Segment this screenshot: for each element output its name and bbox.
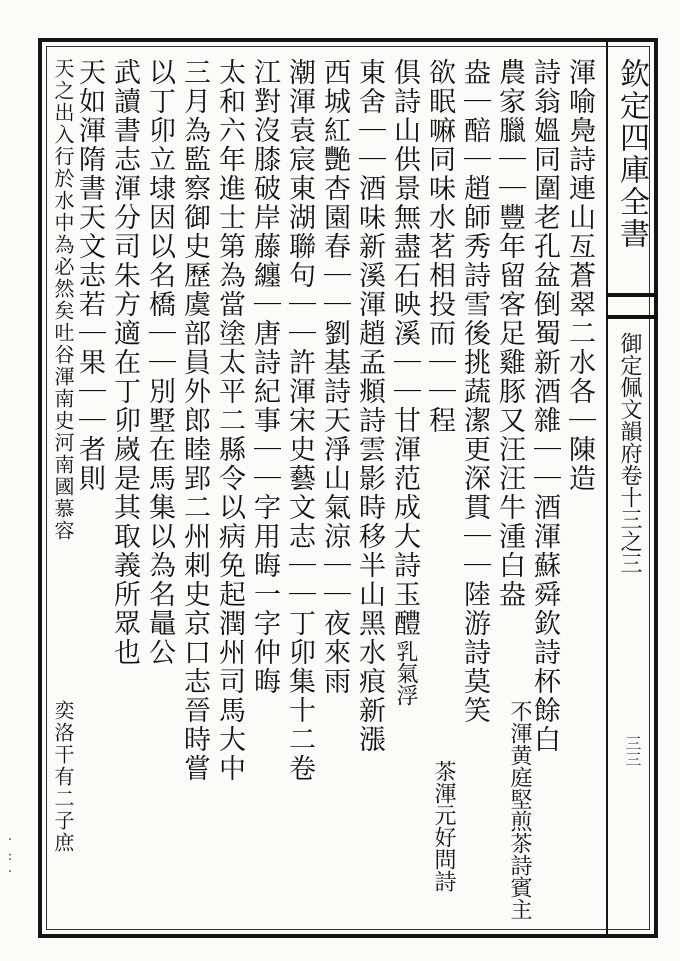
- text-column: 西城紅艷杏園春｜｜劉基詩天淨山氣涼｜｜夜來雨: [319, 58, 350, 696]
- text-column: 農家臘｜｜豐年留客足雞豚又汪汪牛湩白盎: [494, 58, 525, 609]
- text-column: 武讀書志渾分司朱方適在丁卯嵗是其取義所眾也: [109, 58, 140, 667]
- text-column: 潮渾袁宸東湖聯句｜｜許渾宋史藝文志｜｜丁卯集十二卷: [284, 58, 315, 783]
- center-column-rule: [606, 38, 608, 938]
- text-column: 盎｜醅｜趙師秀詩雪後挑蔬潔更深貫｜｜陸游詩莫笑: [459, 58, 490, 725]
- text-column: 三月為監察御史歷虞部員外郎睦郢二州刺史京口志晉時嘗: [179, 58, 210, 783]
- fishtail-mark: [606, 293, 658, 319]
- text-column: 天之出入行於水中為必然矣吐谷渾南史河南國慕容: [51, 58, 75, 542]
- text-column: 俱詩山供景無盡石映溪｜｜甘渾范成大詩玉醴: [389, 58, 420, 638]
- page-number: 三三: [623, 735, 642, 767]
- book-title: 欽定四庫全書: [614, 58, 649, 250]
- text-column: 奕洛干有二子庶: [51, 700, 75, 854]
- margin-marks: ·:·: [2, 832, 18, 880]
- text-column: 江對沒膝破岸藤纏｜唐詩紀事｜｜字用晦一字仲晦: [249, 58, 280, 696]
- volume-label: 御定佩文韻府卷十三之三: [617, 332, 642, 574]
- interlinear-note: 不渾黄庭堅煎茶詩賓主: [507, 700, 532, 920]
- text-column: 以丁卯立埭因以名橋｜｜別墅在馬集以為名鼂公: [144, 58, 175, 667]
- text-column: 太和六年進士第為當塗太平二縣令以病免起潤州司馬大中: [214, 58, 245, 783]
- text-column: 天如渾隋書天文志若｜果｜｜者則: [74, 58, 105, 493]
- text-column: 東舍｜｜酒味新溪渾趙孟頫詩雲影時移半山黑水痕新漲: [354, 58, 385, 754]
- interlinear-note: 乳氣浮: [393, 640, 418, 706]
- text-column: 渾喻鳧詩連山亙蒼翠二水各｜陳造: [564, 58, 595, 493]
- interlinear-note: 茶渾元好問詩: [431, 760, 456, 892]
- text-column: 欲眠嘛同味水茗相投而｜｜程: [424, 58, 455, 435]
- text-column: 詩翁媼同圍老孔盆倒蜀新酒雜｜｜酒渾蘇舜欽詩杯餘白: [529, 58, 560, 754]
